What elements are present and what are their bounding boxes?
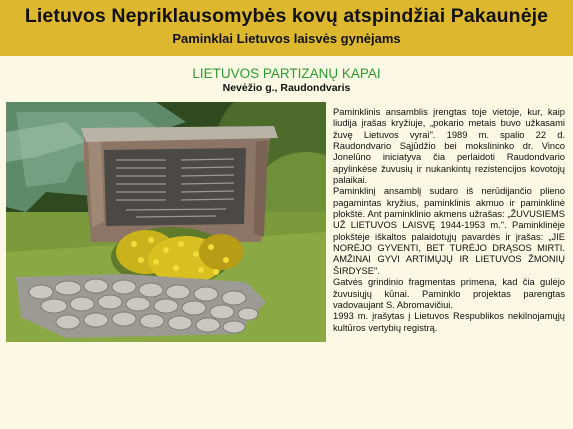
section-address: Nevėžio g., Raudondvaris bbox=[222, 82, 351, 94]
page-title: Lietuvos Nepriklausomybės kovų atspindžiai Pakaunėje bbox=[24, 5, 549, 27]
header-banner bbox=[0, 0, 573, 56]
paragraph-history: Paminklinis ansamblis įrengtas toje vietoje, kur, kaip liudija įrašas kryžiuje, „pokario metais buvo užkasami žuvę Lietuvos vyrai". 1989 m. spalio 22 d. Raudondvario Sąjūdžio bei mokslininko dr. Vinco Jonelūno iniciatyva čia perlaidoti Raudondvario apylinkėse žuvusių ir nukankintų rezistencijos kovotojų palaikai. bbox=[333, 107, 565, 186]
description-text bbox=[333, 107, 565, 334]
paragraph-composition: Paminklinį ansamblį sudaro iš nerūdijančio plieno pagamintas kryžius, paminklinis akmuo ir paminklinė plokštė. Ant paminklinio akmens užrašas: „ŽUVUSIEMS UŽ LIETUVOS LAISVĘ 1944-1953 m.". Paminklinėje plokštėje iškaltos palaidotųjų pavardės ir įrašas: „JIE NORĖJO GYVENTI, BET TURĖJO DRĄSOS MIRTI. AMŽINAI GYVI ARTIMŲJŲ IR LIETUVOS ŽMONIŲ ŠIRDYSE". bbox=[333, 186, 565, 276]
section-title: LIETUVOS PARTIZANŲ KAPAI bbox=[192, 66, 381, 81]
paragraph-registry: 1993 m. įrašytas į Lietuvos Respublikos nekilnojamųjų kultūros vertybių registrą. bbox=[333, 311, 565, 333]
paragraph-pavement: Gatvės grindinio fragmentas primena, kad čia gulėjo žuvusiųjų kūnai. Paminklo projektas parengtas vadovaujant S. Abromavičiui. bbox=[333, 277, 565, 310]
memorial-photo bbox=[6, 102, 326, 342]
page-subtitle: Paminklai Lietuvos laisvės gynėjams bbox=[172, 31, 401, 46]
memorial-photo-drawing bbox=[6, 102, 326, 342]
